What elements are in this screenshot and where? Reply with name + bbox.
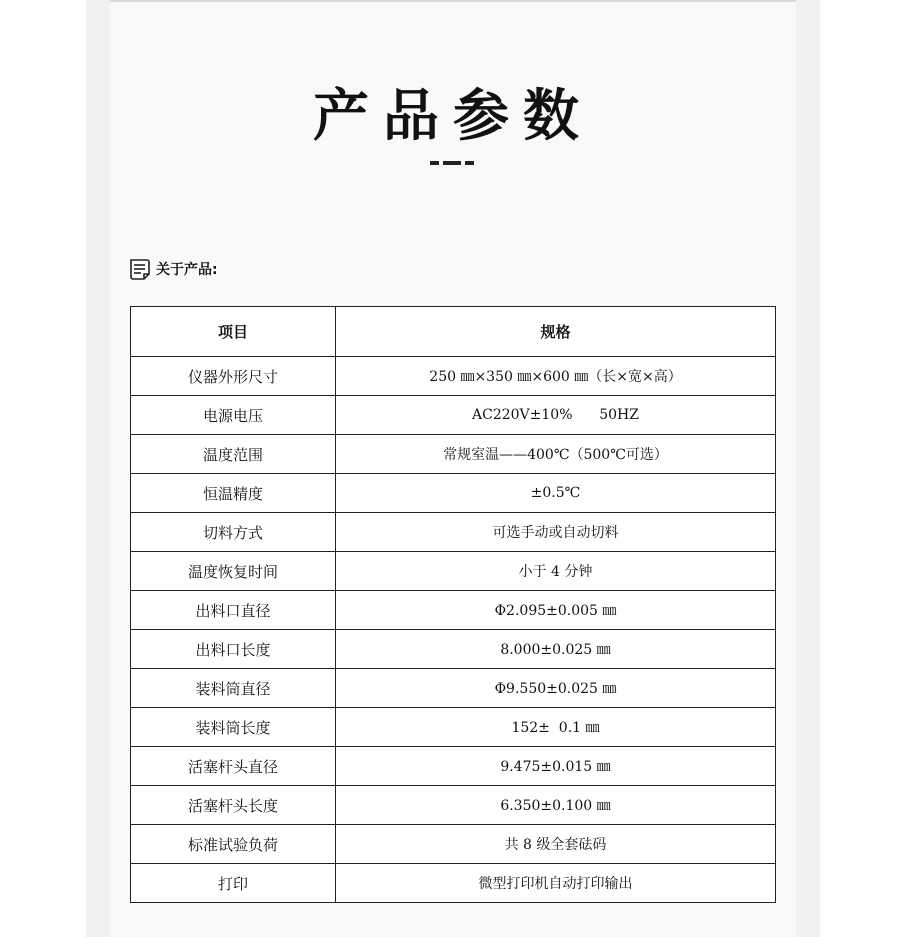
row-item: 装料筒直径 [131, 669, 336, 708]
row-item: 恒温精度 [131, 474, 336, 513]
table-row [131, 747, 776, 786]
table-row [131, 396, 776, 435]
header-item: 项目 [131, 307, 336, 357]
row-item: 切料方式 [131, 513, 336, 552]
row-spec: 250 ㎜×350 ㎜×600 ㎜（长×宽×高） [336, 357, 776, 396]
table-header-row [131, 307, 776, 357]
row-item: 活塞杆头直径 [131, 747, 336, 786]
document-icon [128, 256, 154, 282]
outer-shadow-right [796, 0, 820, 937]
table-row [131, 669, 776, 708]
row-item: 仪器外形尺寸 [131, 357, 336, 396]
spec-table [130, 306, 776, 903]
row-item: 温度恢复时间 [131, 552, 336, 591]
table-row [131, 357, 776, 396]
row-spec: Φ2.095±0.005 ㎜ [336, 591, 776, 630]
outer-background-right [820, 0, 904, 937]
row-spec: AC220V±10% 50HZ [336, 396, 776, 435]
outer-shadow-left [86, 0, 110, 937]
row-item: 装料筒长度 [131, 708, 336, 747]
row-item: 活塞杆头长度 [131, 786, 336, 825]
table-row [131, 864, 776, 903]
table-row [131, 513, 776, 552]
content-panel [110, 2, 796, 937]
page-title: 产品参数 [313, 84, 593, 149]
row-item: 出料口长度 [131, 630, 336, 669]
row-spec: 微型打印机自动打印输出 [336, 864, 776, 903]
row-spec: 8.000±0.025 ㎜ [336, 630, 776, 669]
table-row [131, 630, 776, 669]
row-item: 电源电压 [131, 396, 336, 435]
title-divider [430, 160, 478, 166]
row-item: 出料口直径 [131, 591, 336, 630]
outer-background-left [0, 0, 86, 937]
row-spec: ±0.5℃ [336, 474, 776, 513]
row-spec: 152± 0.1 ㎜ [336, 708, 776, 747]
section-label: 关于产品: [156, 262, 218, 278]
row-item: 打印 [131, 864, 336, 903]
section-heading [128, 256, 218, 282]
table-row [131, 552, 776, 591]
row-spec: 6.350±0.100 ㎜ [336, 786, 776, 825]
row-item: 温度范围 [131, 435, 336, 474]
header-spec: 规格 [336, 307, 776, 357]
table-row [131, 591, 776, 630]
table-row [131, 825, 776, 864]
row-spec: 可选手动或自动切料 [336, 513, 776, 552]
table-row [131, 474, 776, 513]
table-row [131, 786, 776, 825]
row-spec: 常规室温——400℃（500℃可选） [336, 435, 776, 474]
row-spec: 共 8 级全套砝码 [336, 825, 776, 864]
row-item: 标准试验负荷 [131, 825, 336, 864]
row-spec: 9.475±0.015 ㎜ [336, 747, 776, 786]
table-row [131, 708, 776, 747]
row-spec: 小于 4 分钟 [336, 552, 776, 591]
table-row [131, 435, 776, 474]
row-spec: Φ9.550±0.025 ㎜ [336, 669, 776, 708]
